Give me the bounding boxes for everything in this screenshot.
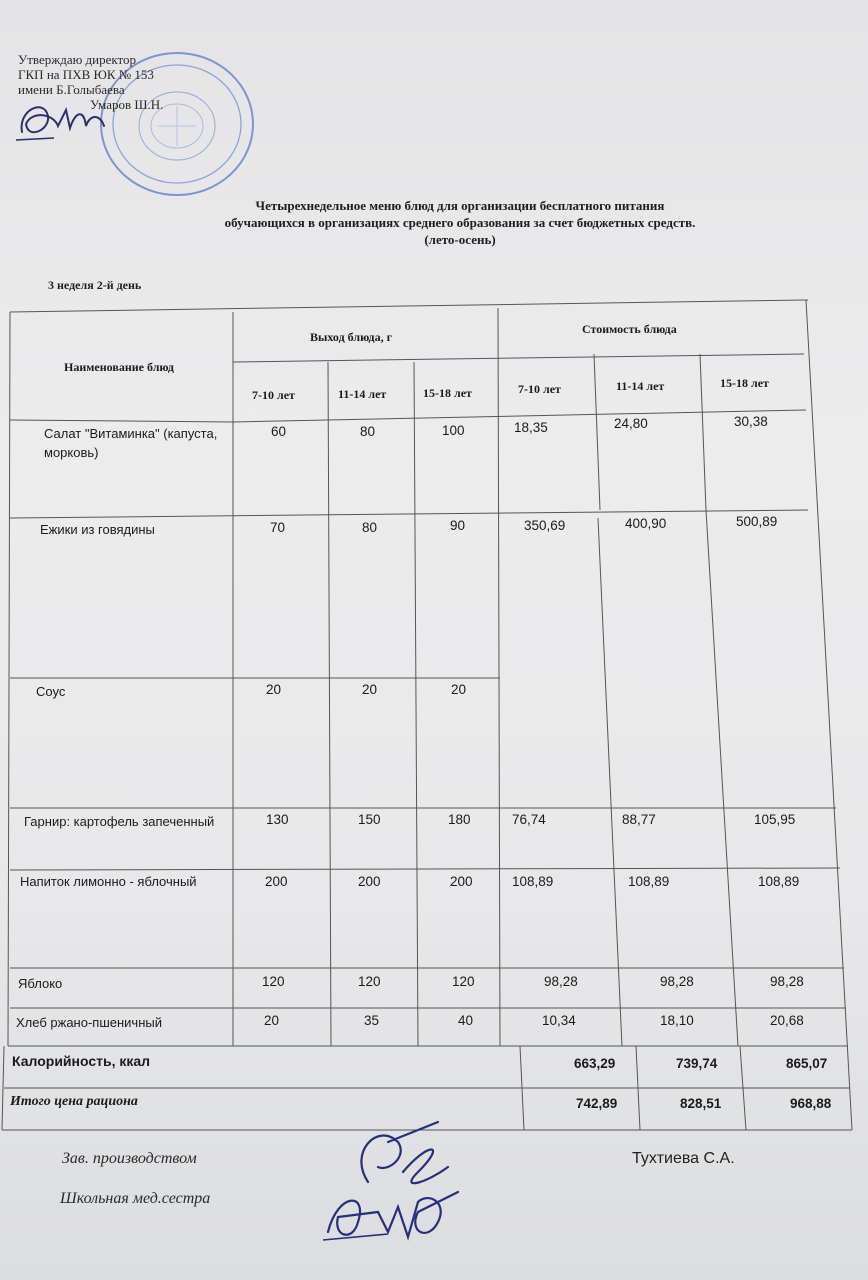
total-value: 828,51 [680,1096,722,1111]
header-age-cost: 15-18 лет [720,376,769,390]
title-line: обучающихся в организациях среднего образования за счет бюджетных средств. [224,215,696,230]
cost-value: 98,28 [770,974,804,989]
cost-value: 18,35 [514,420,548,435]
footer-nurse: Школьная мед.сестра [60,1190,211,1207]
output-value: 200 [265,874,288,889]
dish-name: Салат "Витаминка" (капуста, морковь) [44,426,218,460]
cost-value: 10,34 [542,1013,576,1028]
footer-name: Тухтиева С.А. [632,1150,735,1167]
header-cost: Стоимость блюда [582,322,677,336]
cost-value: 30,38 [734,414,768,429]
dish-name: Напиток лимонно - яблочный [20,874,197,889]
dish-name: Хлеб ржано-пшеничный [16,1015,162,1030]
output-value: 120 [358,974,381,989]
header-age-cost: 11-14 лет [616,379,665,393]
header-age-output: 11-14 лет [338,387,387,401]
header-age-output: 15-18 лет [423,386,472,400]
cost-value: 400,90 [625,516,667,531]
footer-production-head: Зав. производством [62,1150,197,1167]
calories-label: Калорийность, ккал [12,1053,151,1069]
output-value: 120 [262,974,285,989]
cost-value: 88,77 [622,812,656,827]
cost-value: 108,89 [512,874,554,889]
output-value: 20 [266,682,282,697]
title-line: (лето-осень) [424,232,496,247]
output-value: 40 [458,1013,474,1028]
title-line: Четырехнедельное меню блюд для организации бесплатного питания [255,198,665,213]
header-age-cost: 7-10 лет [518,382,561,396]
dish-name: Ежики из говядины [40,522,155,537]
cost-value: 500,89 [736,514,778,529]
dish-name: Гарнир: картофель запеченный [24,814,215,829]
output-value: 20 [362,682,378,697]
output-value: 60 [271,424,287,439]
approval-line: ГКП на ПХВ ЮК № 153 [18,67,154,82]
output-value: 20 [264,1013,280,1028]
output-value: 130 [266,812,289,827]
calories-value: 739,74 [676,1056,718,1071]
header-age-output: 7-10 лет [252,388,295,402]
total-value: 742,89 [576,1096,618,1111]
output-value: 100 [442,423,465,438]
nurse-signature-icon [318,1112,468,1262]
cost-value: 76,74 [512,812,546,827]
dish-name: Соус [36,684,66,699]
approval-line: Умаров Ш.Н. [90,97,164,112]
output-value: 80 [360,424,376,439]
output-value: 200 [358,874,381,889]
output-value: 120 [452,974,475,989]
output-value: 90 [450,518,466,533]
cost-value: 20,68 [770,1013,804,1028]
cost-value: 108,89 [758,874,800,889]
cost-value: 98,28 [544,974,578,989]
header-dish-name: Наименование блюд [64,360,174,374]
output-value: 200 [450,874,473,889]
cost-value: 18,10 [660,1013,694,1028]
approval-line: Утверждаю директор [18,52,137,67]
total-label: Итого цена рациона [10,1094,138,1109]
week-label: 3 неделя 2-й день [48,278,142,292]
calories-value: 865,07 [786,1056,828,1071]
cost-value: 350,69 [524,518,566,533]
cost-value: 105,95 [754,812,796,827]
total-value: 968,88 [790,1096,832,1111]
calories-value: 663,29 [574,1056,616,1071]
cost-value: 24,80 [614,416,648,431]
output-value: 70 [270,520,286,535]
output-value: 20 [451,682,467,697]
output-value: 150 [358,812,381,827]
output-value: 180 [448,812,471,827]
approval-line: имени Б.Голыбаева [18,82,125,97]
output-value: 80 [362,520,378,535]
cost-value: 108,89 [628,874,670,889]
header-output: Выход блюда, г [310,330,393,344]
dish-name: Яблоко [18,976,63,991]
output-value: 35 [364,1013,380,1028]
cost-value: 98,28 [660,974,694,989]
